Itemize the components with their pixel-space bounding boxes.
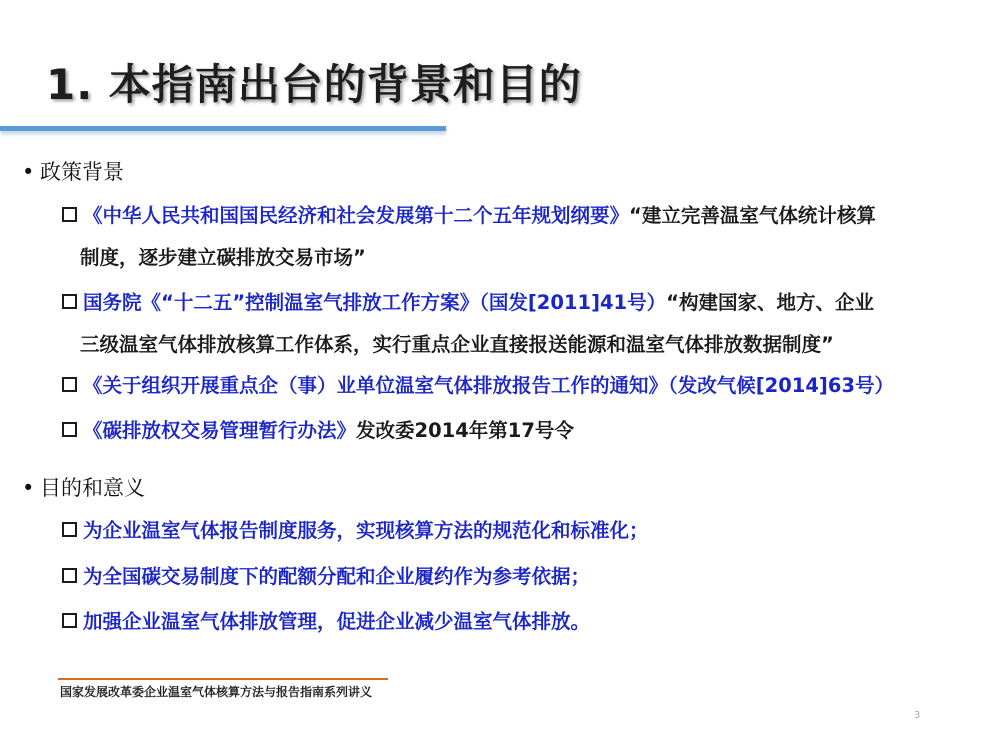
item-blue-text: 《碳排放权交易管理暂行办法》: [83, 419, 357, 442]
list-item: [62, 601, 952, 643]
section-policy-background: [22, 156, 124, 186]
item-black-text: 发改委2014年第17号令: [356, 419, 574, 442]
footer-text: 国家发展改革委企业温室气体核算方法与报告指南系列讲义: [60, 685, 373, 699]
checkbox-square-icon: [62, 377, 77, 392]
item-continuation-text: 三级温室气体排放核算工作体系，实行重点企业直接报送能源和温室气体排放数据制度”: [80, 333, 834, 356]
section-heading: 目的和意义: [40, 476, 145, 500]
checkbox-square-icon: [62, 613, 77, 628]
checkbox-square-icon: [62, 568, 77, 583]
item-black-text: “构建国家、地方、企业: [666, 291, 874, 314]
bullet-icon: •: [22, 476, 35, 500]
list-item: [62, 282, 952, 366]
slide-title: 1. 本指南出台的背景和目的: [46, 60, 582, 109]
footer-divider: [58, 678, 388, 680]
list-item: [62, 195, 952, 279]
section-purpose: [22, 472, 145, 502]
checkbox-square-icon: [62, 294, 77, 309]
item-continuation-text: 制度，逐步建立碳排放交易市场”: [80, 246, 366, 269]
item-blue-text: 加强企业温室气体排放管理，促进企业减少温室气体排放。: [83, 610, 591, 633]
list-item: [62, 365, 952, 407]
checkbox-square-icon: [62, 207, 77, 222]
list-item: [62, 510, 952, 552]
item-black-text: “建立完善温室气体统计核算: [629, 204, 876, 227]
item-blue-text: 《关于组织开展重点企（事）业单位温室气体排放报告工作的通知》（发改气候[2014]63号）: [83, 374, 894, 397]
title-underline: [0, 126, 446, 131]
item-blue-text: 为全国碳交易制度下的配额分配和企业履约作为参考依据；: [83, 565, 591, 588]
checkbox-square-icon: [62, 422, 77, 437]
list-item: [62, 556, 952, 598]
item-blue-text: 《中华人民共和国国民经济和社会发展第十二个五年规划纲要》: [83, 204, 630, 227]
item-blue-text: 为企业温室气体报告制度服务，实现核算方法的规范化和标准化；: [83, 519, 649, 542]
page-number: 3: [914, 710, 921, 721]
checkbox-square-icon: [62, 522, 77, 537]
list-item: [62, 410, 952, 452]
bullet-icon: •: [22, 160, 35, 184]
item-blue-text: 国务院《“十二五”控制温室气排放工作方案》（国发[2011]41号）: [83, 291, 667, 314]
section-heading: 政策背景: [40, 160, 124, 184]
